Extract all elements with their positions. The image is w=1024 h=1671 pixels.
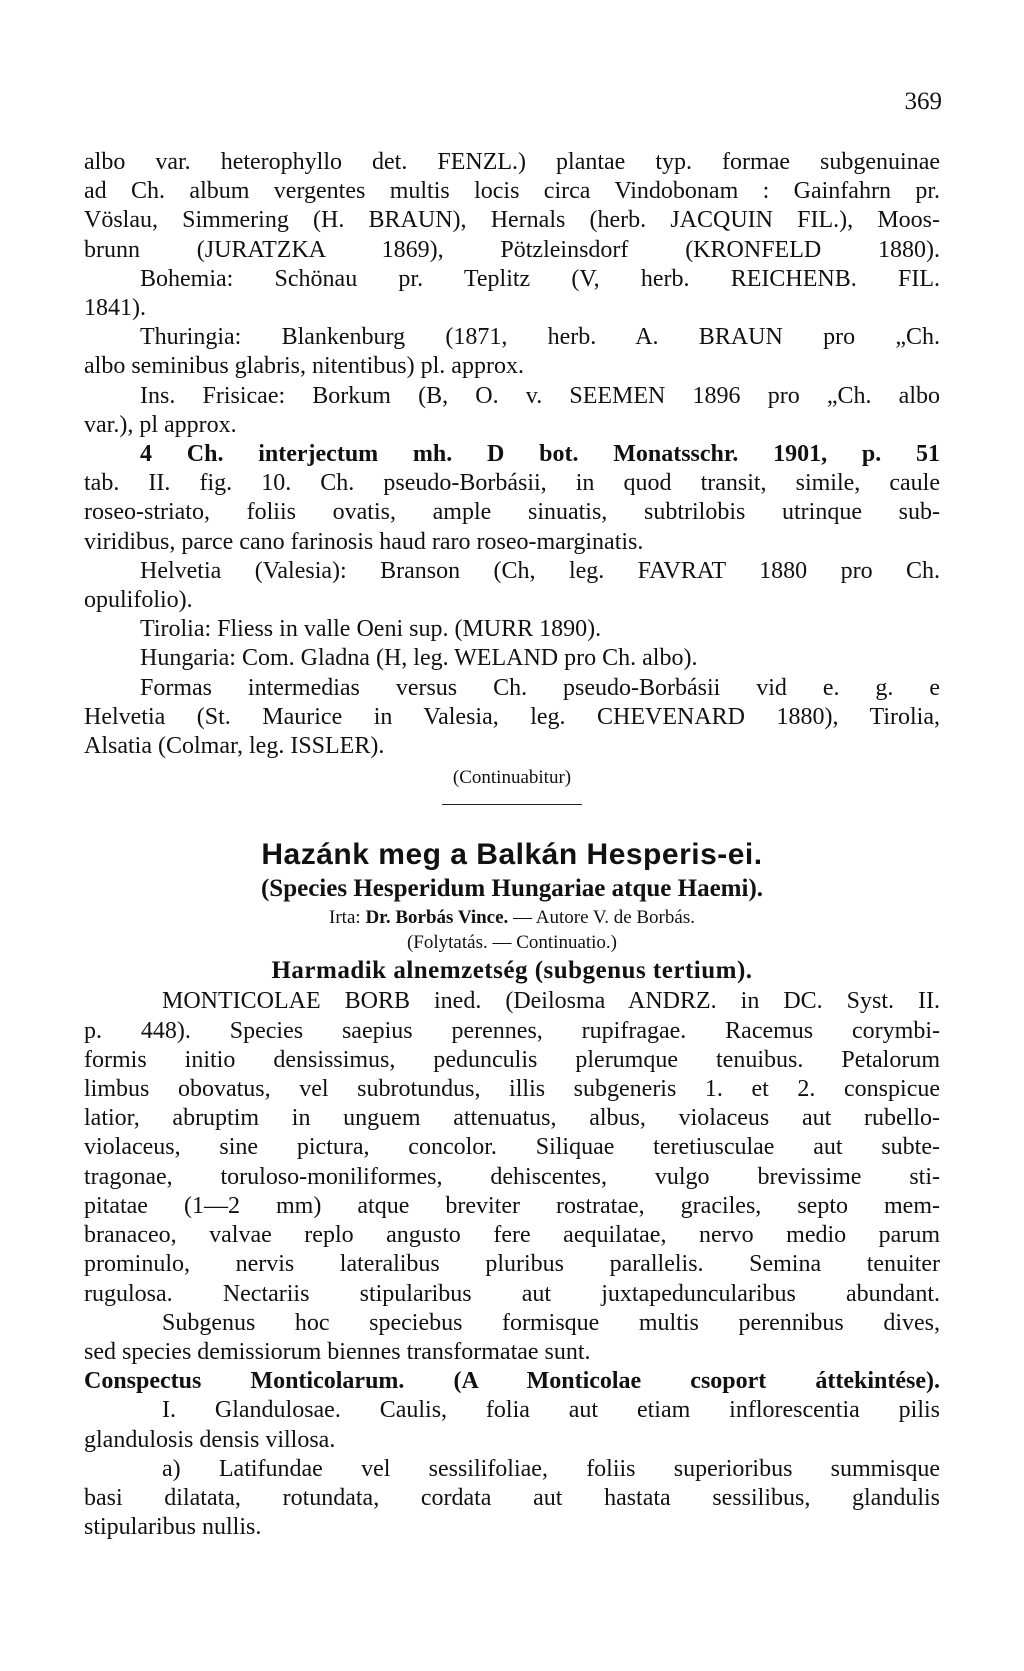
text-line: Helvetia (Valesia): Branson (Ch, leg. FAVRAT 1880 pro Ch.: [140, 557, 940, 584]
text-line: Thuringia: Blankenburg (1871, herb. A. BRAUN pro „Ch.: [140, 324, 940, 351]
text-line: viridibus, parce cano farinosis haud raro roseo-marginatis.: [84, 528, 644, 555]
text-line: prominulo, nervis lateralibus pluribus parallelis. Semina tenuiter: [84, 1251, 940, 1278]
text-line: tab. II. fig. 10. Ch. pseudo-Borbásii, in quod transit, simile, caule: [84, 470, 940, 497]
text-line: Bohemia: Schönau pr. Teplitz (V, herb. REICHENB. FIL.: [140, 265, 940, 292]
text-line: limbus obovatus, vel subrotundus, illis subgeneris 1. et 2. conspicue: [84, 1076, 940, 1103]
text-line: Subgenus hoc speciebus formisque multis perennibus dives,: [162, 1309, 940, 1336]
text-line: var.), pl approx.: [84, 411, 237, 438]
continuation-note: (Continuabitur): [452, 767, 572, 789]
text-line: Vöslau, Simmering (H. BRAUN), Hernals (herb. JACQUIN FIL.), Moos-: [84, 207, 940, 234]
text-line: brunn (JURATZKA 1869), Pötzleinsdorf (KRONFELD 1880).: [84, 236, 940, 263]
text-line: tragonae, toruloso-moniliformes, dehiscentes, vulgo brevissime sti-: [84, 1163, 940, 1190]
text-line: branaceo, valvae replo angusto fere aequilatae, nervo medio parum: [84, 1222, 940, 1249]
text-line: Hungaria: Com. Gladna (H, leg. WELAND pro Ch. albo).: [140, 645, 698, 672]
text-line: albo seminibus glabris, nitentibus) pl. approx.: [84, 353, 524, 380]
continuation-label: (Folytatás. — Continuatio.): [406, 932, 618, 954]
conspectus-heading: Conspectus Monticolarum. (A Monticolae csoport áttekintése).: [84, 1368, 940, 1395]
text-line: latior, abruptim in unguem attenuatus, albus, violaceus aut rubello-: [84, 1105, 940, 1132]
article-title: Hazánk meg a Balkán Hesperis-ei.: [261, 838, 763, 872]
text-line: rugulosa. Nectariis stipularibus aut juxtapeduncularibus abundant.: [84, 1280, 940, 1307]
text-line: glandulosis densis villosa.: [84, 1426, 336, 1453]
text-line: sed species demissiorum biennes transformatae sunt.: [84, 1338, 591, 1365]
page-number: 369: [904, 88, 942, 115]
byline-author: Dr. Borbás Vince.: [365, 907, 509, 929]
text-line: Helvetia (St. Maurice in Valesia, leg. CHEVENARD 1880), Tirolia,: [84, 703, 940, 730]
text-line: albo var. heterophyllo det. FENZL.) plantae typ. formae subgenuinae: [84, 149, 940, 175]
text-line: opulifolio).: [84, 587, 193, 614]
text-line: violaceus, sine pictura, concolor. Siliquae teretiusculae aut subte-: [84, 1134, 940, 1161]
text-line: pitatae (1—2 mm) atque breviter rostratae, graciles, septo mem-: [84, 1192, 940, 1219]
text-line: Ins. Frisicae: Borkum (B, O. v. SEEMEN 1896 pro „Ch. albo: [140, 382, 940, 409]
text-line: 1841).: [84, 295, 146, 322]
text-line: formis initio densissimus, pedunculis plerumque tenuibus. Petalorum: [84, 1046, 940, 1073]
text-line: Alsatia (Colmar, leg. ISSLER).: [84, 733, 385, 760]
text-line: MONTICOLAE BORB ined. (Deilosma ANDRZ. in DC. Syst. II.: [162, 988, 940, 1015]
section-title: Harmadik alnemzetség (subgenus tertium).: [271, 957, 753, 985]
byline-latin: — Autore V. de Borbás.: [513, 907, 695, 929]
text-line: I. Glandulosae. Caulis, folia aut etiam inflorescentia pilis: [162, 1397, 940, 1424]
text-line: Tirolia: Fliess in valle Oeni sup. (MURR 1890).: [140, 616, 602, 643]
text-line: ad Ch. album vergentes multis locis circa Vindobonam : Gainfahrn pr.: [84, 178, 940, 205]
divider-rule: [442, 804, 582, 805]
text-line: p. 448). Species saepius perennes, rupifragae. Racemus corymbi-: [84, 1017, 940, 1044]
text-line: Formas intermedias versus Ch. pseudo-Borbásii vid e. g. e: [140, 674, 940, 701]
text-line: basi dilatata, rotundata, cordata aut hastata sessilibus, glandulis: [84, 1484, 940, 1511]
byline-label: Irta:: [329, 907, 361, 929]
text-column: [84, 148, 940, 1542]
byline: [84, 905, 940, 931]
text-line: a) Latifundae vel sessilifoliae, foliis superioribus summisque: [162, 1455, 940, 1482]
text-line: stipularibus nullis.: [84, 1514, 262, 1541]
article-subtitle: (Species Hesperidum Hungariae atque Haemi).: [260, 875, 764, 903]
text-line: roseo-striato, foliis ovatis, ample sinuatis, subtrilobis utrinque sub-: [84, 499, 940, 526]
species-heading-line: 4 Ch. interjectum mh. D bot. Monatsschr. 1901, p. 51: [140, 441, 940, 468]
